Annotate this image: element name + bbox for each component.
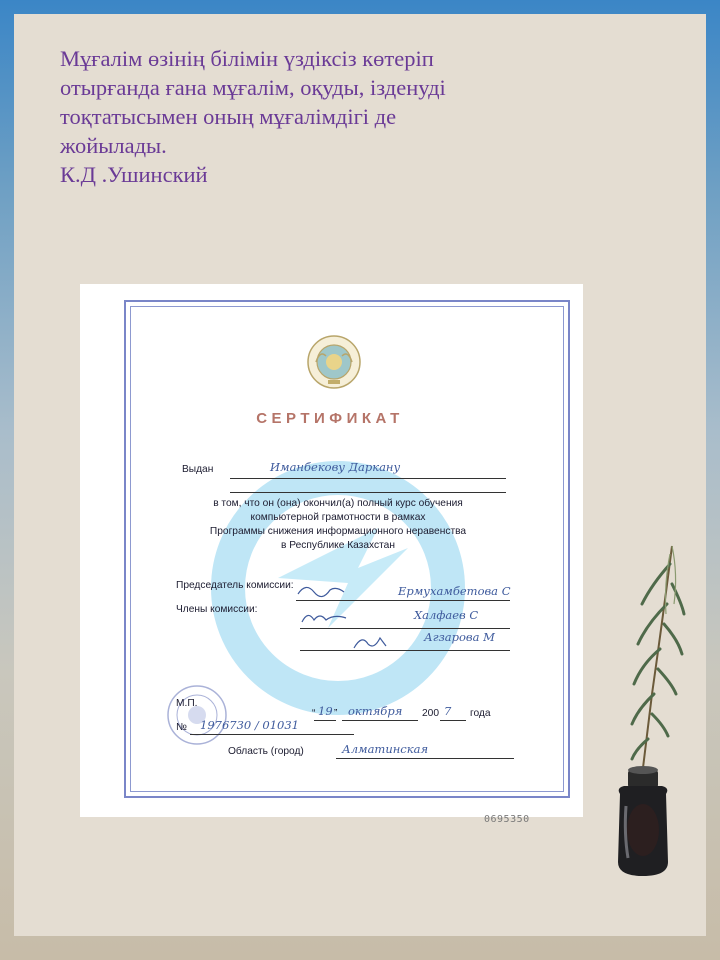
members-label: Члены комиссии: [176, 604, 258, 615]
quote-author: К.Д .Ушинский [60, 162, 208, 187]
certificate-image [80, 284, 583, 825]
quote-line-3: тоқтатысымен оның мұғалімдігі де [60, 104, 397, 129]
region-label: Область (город) [228, 746, 304, 757]
kazakhstan-emblem-icon [306, 334, 362, 390]
date-year-prefix: 200 [422, 708, 439, 719]
chairman-underline [296, 600, 510, 601]
region-underline [336, 758, 514, 759]
issued-name: Иманбекову Даркану [270, 460, 401, 474]
quote-line-1: Мұғалім өзінің білімін үздіксіз көтеріп [60, 46, 434, 71]
date-month: октября [348, 704, 403, 718]
member-2-underline [300, 650, 510, 651]
seal-label: М.П. [176, 698, 198, 709]
cert-body-line-3: Программы снижения информационного неравенства [209, 526, 467, 537]
quote-text [60, 44, 580, 189]
chairman-name: Ермухамбетова С [398, 584, 511, 598]
quill-inkwell-icon [612, 544, 692, 879]
certificate-serial: 0695350 [484, 814, 530, 825]
issued-label: Выдан [182, 464, 214, 475]
member-1-signature-icon [300, 606, 350, 628]
cert-body-line-2: компьютерной грамотности в рамках [250, 512, 426, 523]
date-day: 19 [318, 704, 333, 718]
date-day-underline [314, 720, 336, 721]
date-open-quote: “ [312, 708, 316, 719]
number-underline [190, 734, 354, 735]
member-2-signature-icon [350, 630, 390, 652]
date-year-word: года [470, 708, 491, 719]
chairman-signature-icon [296, 580, 346, 600]
member-2-name: Агзарова М [424, 630, 495, 644]
number-value: 1976730 / 01031 [200, 718, 299, 732]
issued-underline [230, 478, 506, 479]
slide-panel [14, 14, 706, 936]
date-close-quote: ” [334, 708, 338, 719]
quote-line-4: жойылады. [60, 133, 167, 158]
region-value: Алматинская [342, 742, 429, 756]
seal-stamp-icon [166, 684, 228, 746]
date-year-underline [440, 720, 466, 721]
issued-underline-2 [230, 492, 506, 493]
quote-line-2: отырғанда ғана мұғалім, оқуды, ізденуді [60, 75, 446, 100]
chairman-label: Председатель комиссии: [176, 580, 294, 591]
cert-body-line-4: в Республике Казахстан [281, 540, 395, 551]
date-month-underline [342, 720, 418, 721]
date-year-suffix: 7 [444, 704, 452, 718]
certificate-title: СЕРТИФИКАТ [256, 410, 404, 427]
number-label: № [176, 722, 187, 733]
cert-body-line-1: в том, что он (она) окончил(а) полный курс обучения [213, 498, 463, 509]
member-1-name: Халфаев С [414, 608, 479, 622]
member-1-underline [300, 628, 510, 629]
